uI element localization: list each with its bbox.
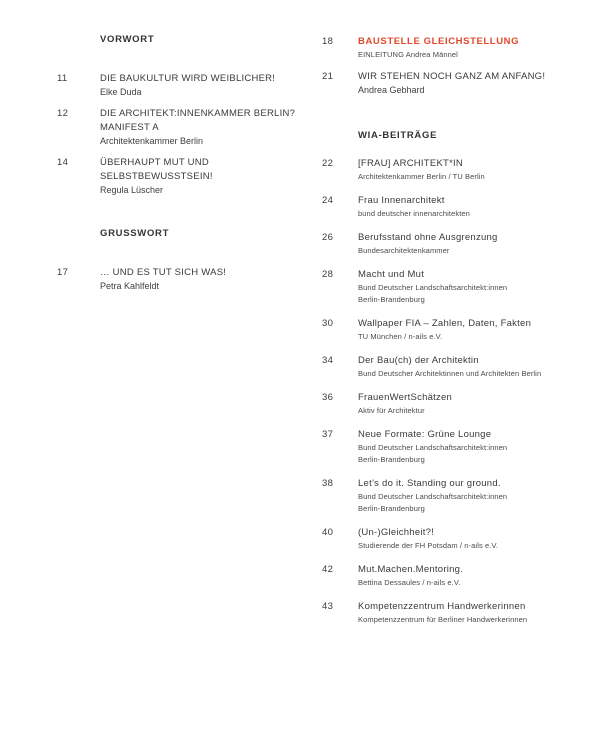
entry-subtitle-line: Bund Deutscher Landschaftsarchitekt:innen <box>358 492 508 501</box>
entry-subtitle-line: Studierende der FH Potsdam / n-ails e.V. <box>358 541 499 550</box>
entry-title-line: … UND ES TUT SICH WAS! <box>100 267 227 278</box>
entry-subtitle-line: Andrea Gebhard <box>358 85 425 95</box>
entry-title-highlighted <box>358 35 604 49</box>
toc-entry <box>322 157 604 183</box>
entry-subtitle <box>358 540 604 552</box>
entry-title <box>358 317 604 331</box>
entry-title-line: [FRAU] ARCHITEKT*IN <box>358 158 464 169</box>
entry-subtitle <box>358 49 604 61</box>
page-number: 12 <box>57 108 69 119</box>
entry-subtitle-line: bund deutscher innenarchitekten <box>358 209 470 218</box>
entry-title-line: FrauenWertSchätzen <box>358 392 453 403</box>
entry-subtitle <box>358 577 604 589</box>
entry-subtitle <box>100 280 315 293</box>
page-number: 24 <box>322 195 334 206</box>
entry-title-line: DIE ARCHITEKT:INNENKAMMER BERLIN? <box>100 108 296 119</box>
entry-subtitle <box>358 491 604 515</box>
entry-title-line: Frau Innenarchitekt <box>358 195 445 206</box>
entry-subtitle-line: Bettina Dessaules / n-ails e.V. <box>358 578 461 587</box>
entry-subtitle <box>358 171 604 183</box>
entry-title-line: Neue Formate: Grüne Lounge <box>358 429 492 440</box>
section-heading-vorwort: VORWORT <box>100 34 155 45</box>
entry-subtitle <box>358 208 604 220</box>
entry-subtitle-line: Kompetenzzentrum für Berliner Handwerkerinnen <box>358 615 528 624</box>
entry-subtitle <box>358 331 604 343</box>
entry-title-line: WIR STEHEN NOCH GANZ AM ANFANG! <box>358 71 546 82</box>
toc-entry <box>57 72 315 99</box>
entry-title-line: ÜBERHAUPT MUT UND <box>100 157 209 168</box>
entry-subtitle-line: Berlin-Brandenburg <box>358 504 425 513</box>
entry-title-line: SELBSTBEWUSSTSEIN! <box>100 171 213 182</box>
page-number: 37 <box>322 429 334 440</box>
entry-title-line: Berufsstand ohne Ausgrenzung <box>358 232 498 243</box>
entry-title-line: BAUSTELLE GLEICHSTELLUNG <box>358 36 520 47</box>
page-number: 17 <box>57 267 69 278</box>
entry-subtitle-line: Petra Kahlfeldt <box>100 281 160 291</box>
toc-entry <box>322 600 604 626</box>
page-number: 36 <box>322 392 334 403</box>
entry-subtitle-line: Aktiv für Architektur <box>358 406 425 415</box>
entry-subtitle <box>358 282 604 306</box>
entry-title-line: MANIFEST A <box>100 122 159 133</box>
entry-title <box>100 156 315 184</box>
entry-subtitle <box>358 245 604 257</box>
entry-title-line: Mut.Machen.Mentoring. <box>358 564 464 575</box>
entry-title <box>358 354 604 368</box>
toc-entry <box>322 231 604 257</box>
page-number: 21 <box>322 71 334 82</box>
section-heading-grusswort: GRUSSWORT <box>100 228 170 239</box>
page-number: 26 <box>322 232 334 243</box>
entry-subtitle-line: Bund Deutscher Landschaftsarchitekt:innen <box>358 283 508 292</box>
page-number: 42 <box>322 564 334 575</box>
entry-subtitle-line: Regula Lüscher <box>100 185 164 195</box>
entry-title-line: Let’s do it. Standing our ground. <box>358 478 501 489</box>
page-number: 40 <box>322 527 334 538</box>
entry-title <box>358 194 604 208</box>
page-number: 18 <box>322 36 334 47</box>
entry-subtitle-line: Bundesarchitektenkammer <box>358 246 450 255</box>
toc-entry <box>322 70 604 97</box>
entry-title <box>358 391 604 405</box>
entry-subtitle-line: Berlin-Brandenburg <box>358 455 425 464</box>
toc-left-column <box>57 33 315 293</box>
entry-title <box>358 526 604 540</box>
entry-subtitle <box>358 405 604 417</box>
entry-title-line: Der Bau(ch) der Architektin <box>358 355 479 366</box>
entry-title <box>100 107 315 135</box>
entry-title <box>358 600 604 614</box>
entry-subtitle <box>358 442 604 466</box>
entry-subtitle-line: EINLEITUNG Andrea Männel <box>358 50 458 59</box>
toc-entry <box>322 35 604 61</box>
entry-title <box>358 70 604 84</box>
toc-entry <box>322 428 604 466</box>
toc-entry <box>322 477 604 515</box>
entry-title <box>358 428 604 442</box>
entry-title-line: (Un-)Gleichheit?! <box>358 527 435 538</box>
entry-subtitle-line: TU München / n-ails e.V. <box>358 332 443 341</box>
toc-entry <box>322 194 604 220</box>
entry-title-line: Macht und Mut <box>358 269 425 280</box>
entry-title <box>358 563 604 577</box>
toc-entry <box>322 526 604 552</box>
entry-title <box>100 72 315 86</box>
entry-subtitle-line: Architektenkammer Berlin / TU Berlin <box>358 172 485 181</box>
page-number: 43 <box>322 601 334 612</box>
entry-title-line: Wallpaper FIA – Zahlen, Daten, Fakten <box>358 318 532 329</box>
section-heading-wia-beitraege: WIA-BEITRÄGE <box>358 130 438 141</box>
entry-subtitle <box>358 368 604 380</box>
entry-subtitle <box>358 84 604 97</box>
toc-entry <box>322 354 604 380</box>
entry-title <box>100 266 315 280</box>
page-number: 38 <box>322 478 334 489</box>
entry-title-line: Kompetenzzentrum Handwerkerinnen <box>358 601 526 612</box>
entry-title <box>358 157 604 171</box>
toc-entry <box>57 266 315 293</box>
page-number: 22 <box>322 158 334 169</box>
entry-subtitle-line: Berlin-Brandenburg <box>358 295 425 304</box>
toc-entry <box>322 317 604 343</box>
entry-subtitle <box>358 614 604 626</box>
entry-title <box>358 231 604 245</box>
entry-title-line: DIE BAUKULTUR WIRD WEIBLICHER! <box>100 73 276 84</box>
toc-right-column <box>322 35 604 626</box>
toc-entry <box>57 156 315 197</box>
entry-subtitle-line: Bund Deutscher Architektinnen und Architekten Berlin <box>358 369 542 378</box>
entry-subtitle-line: Bund Deutscher Landschaftsarchitekt:innen <box>358 443 508 452</box>
page-number: 30 <box>322 318 334 329</box>
page-number: 11 <box>57 73 68 84</box>
entry-subtitle-line: Elke Duda <box>100 87 142 97</box>
toc-entry <box>57 107 315 148</box>
toc-entry <box>322 563 604 589</box>
entry-subtitle <box>100 135 315 148</box>
entry-subtitle-line: Architektenkammer Berlin <box>100 136 204 146</box>
entry-subtitle <box>100 184 315 197</box>
toc-entry <box>322 268 604 306</box>
page-number: 28 <box>322 269 334 280</box>
page-number: 14 <box>57 157 69 168</box>
page-number: 34 <box>322 355 334 366</box>
entry-title <box>358 268 604 282</box>
toc-entry <box>322 391 604 417</box>
entry-title <box>358 477 604 491</box>
entry-subtitle <box>100 86 315 99</box>
